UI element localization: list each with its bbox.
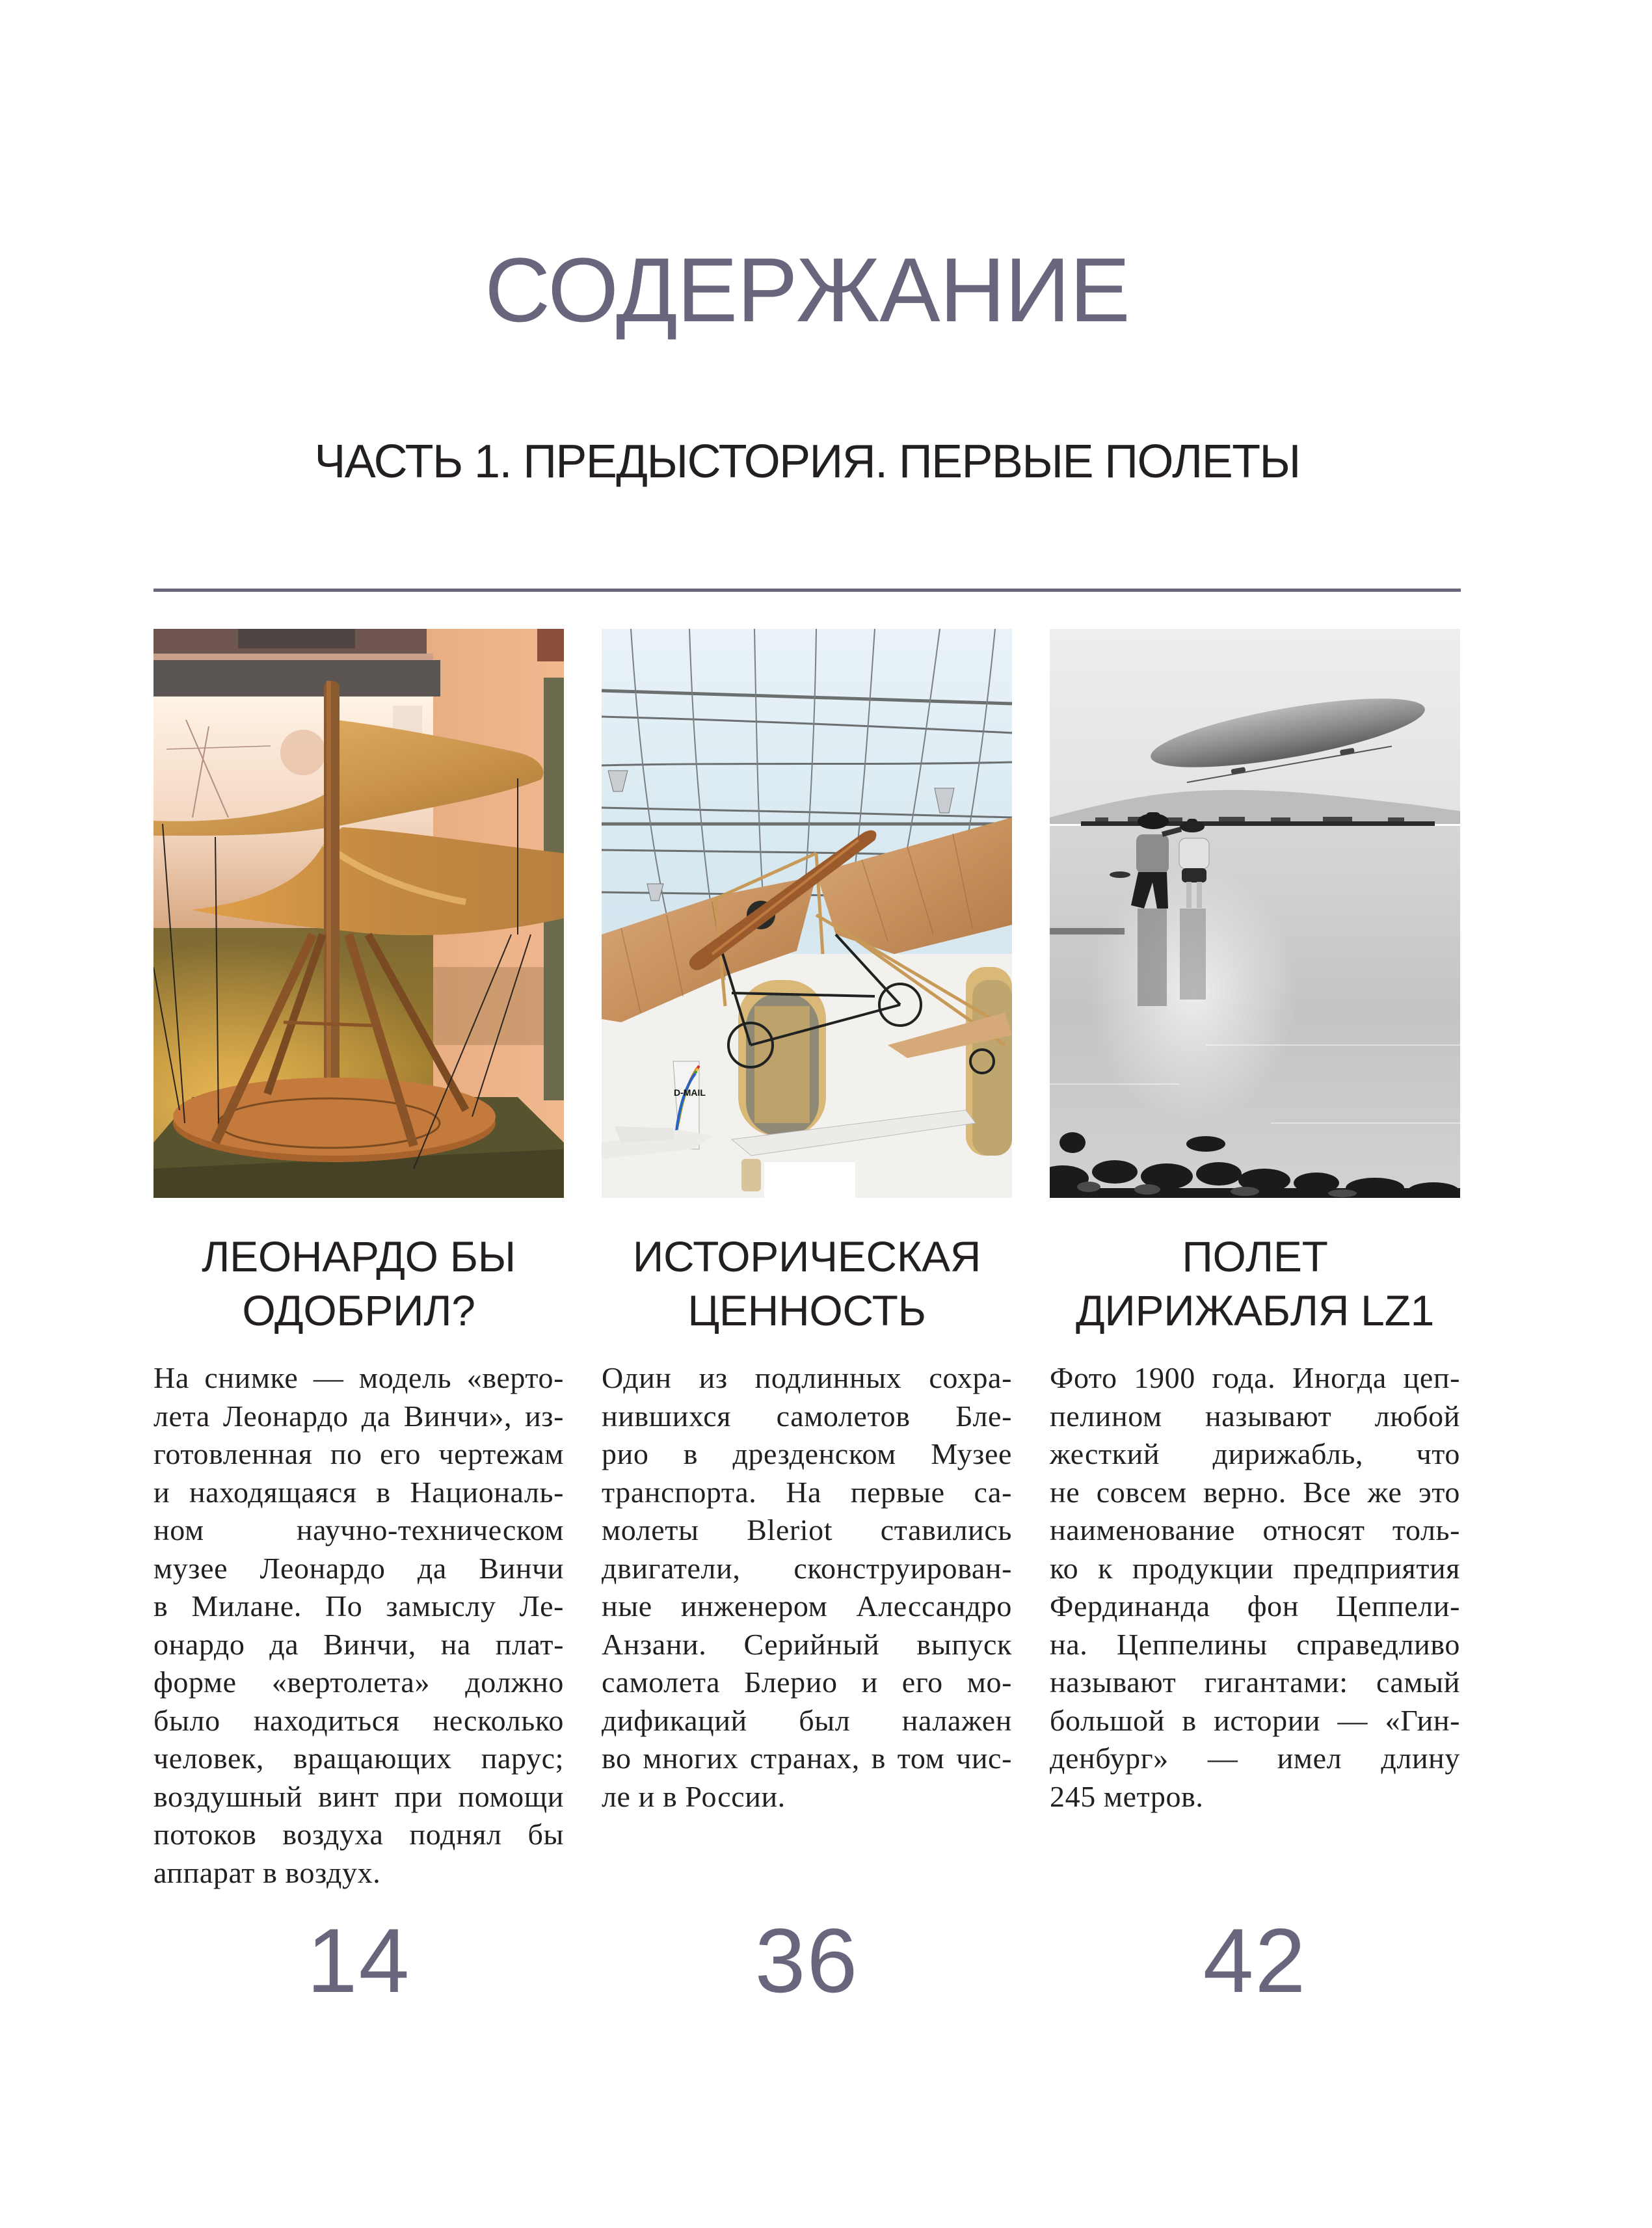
entry-heading[interactable] (1037, 1230, 1473, 1338)
body-line: Один из подлинных сохра- (602, 1361, 1012, 1394)
bleriot-airplane-photo (602, 629, 1012, 1198)
body-line: аппарат в воздух. (153, 1855, 381, 1889)
entry-heading-line: ИСТОРИЧЕСКАЯ (632, 1232, 981, 1280)
part-title: ЧАСТЬ 1. ПРЕДЫСТОРИЯ. ПЕРВЫЕ ПОЛЕТЫ (314, 436, 1300, 488)
body-line: жесткий дирижабль, что (1050, 1437, 1460, 1470)
toc-entry-zeppelin[interactable] (1050, 629, 1460, 2060)
entry-description (1050, 1359, 1460, 1816)
body-line: самолета Блерио и его мо- (602, 1665, 1012, 1699)
body-line: рио в дрезденском Музее (602, 1437, 1012, 1470)
entry-heading-line: ДИРИЖАБЛЯ LZ1 (1075, 1286, 1434, 1334)
body-line: ном научно-техническом (153, 1513, 564, 1546)
zeppelin-lz1-photo (1050, 629, 1460, 1198)
body-line: дификаций был налажен (602, 1703, 1012, 1737)
body-line: ные инженером Алессандро (602, 1589, 1012, 1623)
body-line: нившихся самолетов Бле- (602, 1399, 1012, 1433)
body-line: музее Леонардо да Винчи (153, 1551, 564, 1585)
body-line: 245 метров. (1050, 1779, 1204, 1813)
leonardo-helicopter-model-photo (153, 629, 564, 1198)
entry-heading[interactable] (589, 1230, 1025, 1338)
page-number-link[interactable]: 14 (306, 1909, 411, 2011)
body-line: во многих странах, в том чис- (602, 1742, 1012, 1775)
body-line: ле и в России. (602, 1779, 786, 1813)
divider-rule (153, 589, 1461, 592)
body-line: пелином называют любой (1050, 1399, 1460, 1433)
toc-entry-leonardo[interactable] (153, 629, 564, 2060)
entry-heading-line: ЦЕННОСТЬ (687, 1286, 926, 1334)
body-line: большой в истории — «Гин- (1050, 1703, 1460, 1737)
body-line: не совсем верно. Все же это (1050, 1475, 1460, 1509)
body-line: ко к продукции предприятия (1050, 1551, 1460, 1585)
body-line: на. Цеппелины справедливо (1050, 1627, 1460, 1661)
body-line: и находящаяся в Националь- (153, 1475, 564, 1509)
entry-heading-line: ЛЕОНАРДО БЫ (202, 1232, 516, 1280)
body-line: онардо да Винчи, на плат- (153, 1627, 564, 1661)
page-title: СОДЕРЖАНИЕ (485, 239, 1130, 341)
body-line: Анзани. Серийный выпуск (602, 1627, 1012, 1661)
body-line: называют гигантами: самый (1050, 1665, 1460, 1699)
body-line: денбург» — имел длину (1050, 1742, 1460, 1775)
entry-description (602, 1359, 1012, 1816)
body-line: в Милане. По замыслу Ле- (153, 1589, 564, 1623)
entry-heading[interactable] (140, 1230, 577, 1338)
body-line: потоков воздуха поднял бы (153, 1818, 564, 1851)
entry-description (153, 1359, 564, 1892)
body-line: На снимке — модель «верто- (153, 1361, 564, 1394)
body-line: транспорта. На первые са- (602, 1475, 1012, 1509)
body-line: Фердинанда фон Цеппели- (1050, 1589, 1460, 1623)
body-line: было находиться несколько (153, 1703, 564, 1737)
body-line: двигатели, сконструирован- (602, 1551, 1012, 1585)
body-line: молеты Bleriot ставились (602, 1513, 1012, 1546)
page-number-link[interactable]: 42 (1203, 1909, 1307, 2011)
aircraft-registration-text: D-MAIL (674, 1087, 706, 1098)
entry-heading-line: ПОЛЕТ (1182, 1232, 1328, 1280)
body-line: лета Леонардо да Винчи», из- (153, 1399, 564, 1433)
body-line: форме «вертолета» должно (153, 1665, 564, 1699)
body-line: человек, вращающих парус; (153, 1742, 564, 1775)
body-line: воздушный винт при помощи (153, 1779, 564, 1813)
page-number-link[interactable]: 36 (754, 1909, 859, 2011)
body-line: Фото 1900 года. Иногда цеп- (1050, 1361, 1460, 1394)
entry-heading-line: ОДОБРИЛ? (242, 1286, 475, 1334)
toc-entry-bleriot[interactable] (602, 629, 1012, 2060)
body-line: наименование относят толь- (1050, 1513, 1460, 1546)
body-line: готовленная по его чертежам (153, 1437, 564, 1470)
